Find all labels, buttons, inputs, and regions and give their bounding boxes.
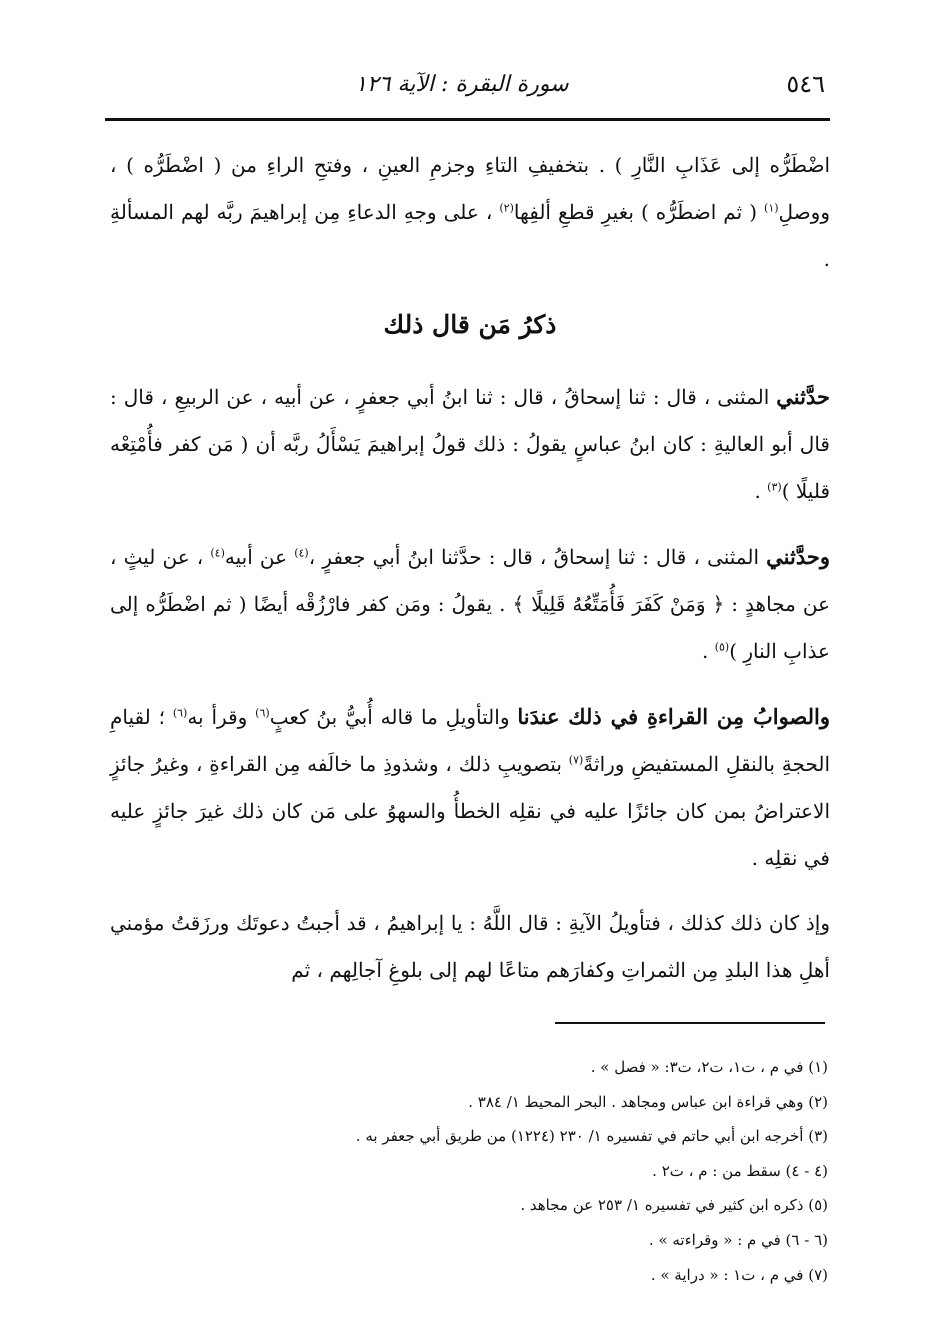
footnote-ref: (٢): [499, 201, 514, 215]
footnote: (٦ - ٦) في م : « وقراءته » .: [648, 1230, 828, 1249]
footnote-ref: (٦): [172, 706, 188, 720]
running-head: سورة البقرة : الآية ١٢٦: [355, 71, 569, 97]
footnote: (٤ - ٤) سقط من : م ، ت٢ .: [652, 1161, 828, 1180]
footnote-ref: (٥): [714, 640, 730, 654]
footnote: (١) في م ، ت١، ت٢، ت٣: « فصل » .: [590, 1058, 828, 1076]
main-text: [110, 142, 830, 994]
footnote-ref: (١): [764, 201, 779, 215]
paragraph-1: اضْطَرُّه إلى عَذَابِ النَّارِ ) . بتخفيفِ التاءِ وجزمِ العينِ ، وفتحِ الراءِ من ( اضْطَرُّه ) ، ووصلِ$^{(١)}$ ( ثم اضطَرُّه ) بغيرِ قطعِ ألفِها$^{(٢)}$ ، على وجهِ الدعاءِ مِن إبراهيمَ ربَّه لهم المسألةِ .: [110, 153, 830, 271]
footnote-ref: (٧): [568, 753, 584, 767]
footnote-ref: (٦): [255, 706, 270, 720]
footnote-rule: [555, 1022, 825, 1024]
footnote: (٥) ذكره ابن كثير في تفسيره ١/ ٢٥٣ عن مجاهد .: [520, 1196, 828, 1215]
footnote-ref: (٣): [767, 480, 782, 494]
paragraph-3: وحدَّثني المثنى ، قال : ثنا إسحاقُ ، قال : حدَّثنا ابنُ أبي جعفرٍ ،$^{(٤)}$ عن أبيه$^{(٤)}$ ، عن ليثٍ ، عن مجاهدٍ : ﴿ وَمَنْ كَفَرَ فَأُمَتِّعُهُ قَلِيلًا ﴾ . يقولُ : ومَن كفر فارْزُقْه أيضًا ( ثم اضْطَرُّه إلى عذابِ النارِ )$^{(٥)}$ .: [110, 544, 830, 663]
page-number: ٥٤٦: [786, 70, 825, 98]
footnote: (٢) وهي قراءة ابن عباس ومجاهد . البحر المحيط ١/ ٣٨٤ .: [468, 1092, 828, 1111]
footnotes-list: [110, 1050, 828, 1292]
header-rule: [105, 118, 830, 121]
paragraph-2: حدَّثني المثنى ، قال : ثنا إسحاقُ ، قال : ثنا ابنُ أبي جعفرٍ ، عن أبيه ، عن الربيعِ ، قال : قال أبو العاليةِ : كان ابنُ عباسٍ يقولُ : ذلك قولُ إبراهيمَ يَسْأَلُ ربَّه أن ( مَن كفر فأُمْتِعْه قليلًا )$^{(٣)}$ .: [110, 384, 830, 503]
footnote-ref: (٤): [210, 546, 225, 560]
footnote-ref: (٤): [294, 546, 309, 560]
footnote: (٣) أخرجه ابن أبي حاتم في تفسيره ١/ ٢٣٠ (١٢٢٤) من طريق أبي جعفر به .: [355, 1127, 828, 1146]
footnote: (٧) في م ، ت١ : « دراية » .: [650, 1265, 828, 1284]
paragraph-5: وإذ كان ذلك كذلك ، فتأويلُ الآيةِ : قال اللَّهُ : يا إبراهيمُ ، قد أجبتُ دعوتَك ورزَقتُ مؤمني أهلِ هذا البلدِ مِن الثمراتِ وكفارَهم متاعًا لهم إلى بلوغِ آجالِهم ، ثم: [110, 911, 830, 982]
paragraph-lead: وحدَّثني: [766, 544, 830, 569]
paragraph-4: والصوابُ مِن القراءةِ في ذلك عندَنا والتأويلِ ما قاله أُبيُّ بنُ كعبٍ$^{(٦)}$ وقرأ به$^{(٦)}$ ؛ لقيامِ الحجةِ بالنقلِ المستفيضِ وراثةً$^{(٧)}$ بتصويبِ ذلك ، وشذوذِ ما خالَفه مِن القراءةِ ، وغيرُ جائزٍ الاعتراضُ بمن كان جائزًا عليه في نقلِه الخطأُ والسهوُ على مَن كان ذلك غيرَ جائزٍ عليه في نقلِه .: [110, 704, 831, 870]
page-header: [105, 62, 825, 106]
section-title: ذكرُ مَن قال ذلك: [383, 310, 557, 339]
paragraph-lead: والصوابُ مِن القراءةِ في ذلك عندَنا: [517, 704, 831, 729]
paragraph-lead: حدَّثني: [776, 384, 830, 409]
